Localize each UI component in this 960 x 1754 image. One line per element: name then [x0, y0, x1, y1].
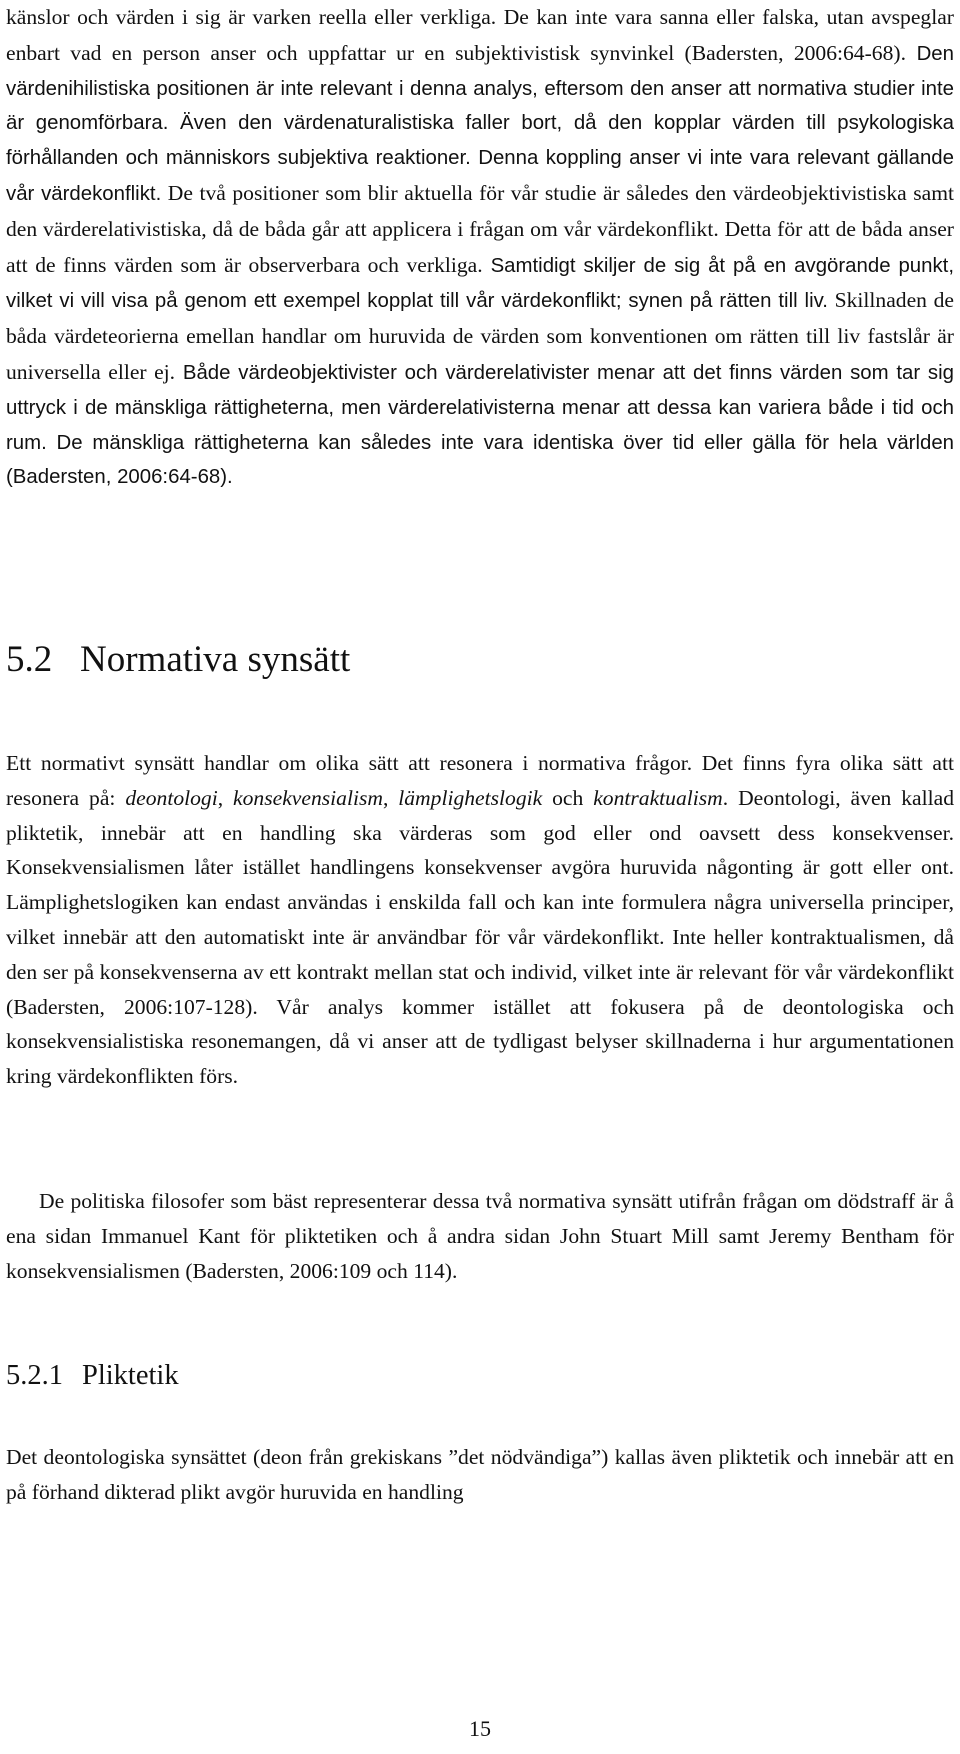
paragraph-philosophers: De politiska filosofer som bäst representerar dessa två normativa synsätt utifrån frågan om dödstraff är å ena sidan Immanuel Kant för pliktetiken och å andra sidan John Stuart Mill samt Jeremy Bentham för konsekvensialismen (Badersten, 2006:109 och 114). [6, 1189, 954, 1283]
paragraph-text: Både värdeobjektivister och värderelativister menar att det finns värden som tar sig uttryck i de mänskliga rättigheterna, men värderelativisterna menar att dessa kan variera både i tid och rum. De mänskliga rättigheterna kan således inte vara identiska över tid eller gälla för hela världen (Badersten, 2006:64-68). [6, 361, 955, 489]
term-contractualism: kontraktualism [593, 785, 723, 810]
paragraph-text: känslor och värden i sig är varken reella eller verkliga. De kan inte vara sanna eller falska, utan avspeglar enbart vad en person anser och uppfattar ur en subjektivistisk synvinkel (Badersten, 2006:64-68). [6, 5, 954, 65]
subsection-title: Pliktetik [82, 1360, 179, 1391]
term-logic-of-appropriateness: lämplighetslogik [398, 785, 543, 810]
paragraph-text: . Deontologi, även kallad pliktetik, innebär att en handling ska värderas som god eller ond oavsett dess konsekvenser. Konsekvensialismen låter istället handlingens konsekvenser avgöra huruvida någonting är gott eller ont. Lämplighetslogiken kan endast användas i enskilda fall och kan inte formulera några universella principer, vilket innebär att den automatiskt inte är användbar för vår värdekonflikt. Inte heller kontraktualismen, då den ser på konsekvenserna av ett kontrakt mellan stat och individ, vilket inte är relevant för vår värdekonflikt (Badersten, 2006:107-128). Vår analys kommer istället att fokusera på de deontologiska och konsekvensialistiska resonemangen, då vi anser att de tydligast belyser skillnaderna i hur argumentationen kring värdekonflikten förs. [6, 785, 954, 1089]
paragraph-text: Ett normativt synsätt handlar om olika sätt att resonera i normativa frågor. Det finns fyra olika sätt att resonera på: [6, 751, 954, 810]
paragraph-text: , [382, 785, 399, 810]
paragraph-value-theory [6, 0, 954, 495]
paragraph-text: De två positioner som blir aktuella för vår studie är således den värdeobjektivistiska samt den värderelativistiska, då de båda går att applicera i frågan om vår värdekonflikt. Detta för att de båda anser att de finns värden som är observerbara och verkliga. [6, 180, 955, 277]
subsection-heading [6, 1358, 179, 1394]
paragraph-text: Den värdenihilistiska positionen är inte relevant i denna analys, eftersom den anser att normativa studier inte är genomförbara. Även den värdenaturalistiska faller bort, då den kopplar värden till psykologiska förhållanden och människors subjektiva reaktioner. Denna koppling anser vi inte vara relevant gällande vår värdekonflikt. [6, 42, 954, 205]
section-title: Normativa synsätt [80, 639, 351, 680]
paragraph-text: Skillnaden de båda värdeteorierna emellan handlar om huruvida de värden som konventionen om rätten till liv fastslår är universella eller ej. [6, 288, 954, 384]
page-number: 15 [469, 1716, 491, 1741]
paragraph-text: och [542, 785, 594, 810]
subsection-number: 5.2.1 [6, 1360, 63, 1391]
paragraph-text: Samtidigt skiljer de sig åt på en avgörande punkt, vilket vi vill visa på genom ett exempel kopplat till vår värdekonflikt; synen på rätten till liv. [6, 254, 954, 313]
term-consequentialism: konsekvensialism [233, 785, 383, 810]
paragraph-normative-views [6, 746, 954, 1094]
term-deontology: deontologi [125, 785, 218, 810]
section-heading [6, 636, 350, 684]
paragraph-deontology: Det deontologiska synsättet (deon från grekiskans ”det nödvändiga”) kallas även pliktetik och innebär att en på förhand dikterad plikt avgör huruvida en handling [6, 1445, 954, 1504]
paragraph-text: , [217, 785, 234, 810]
section-number: 5.2 [6, 639, 53, 680]
